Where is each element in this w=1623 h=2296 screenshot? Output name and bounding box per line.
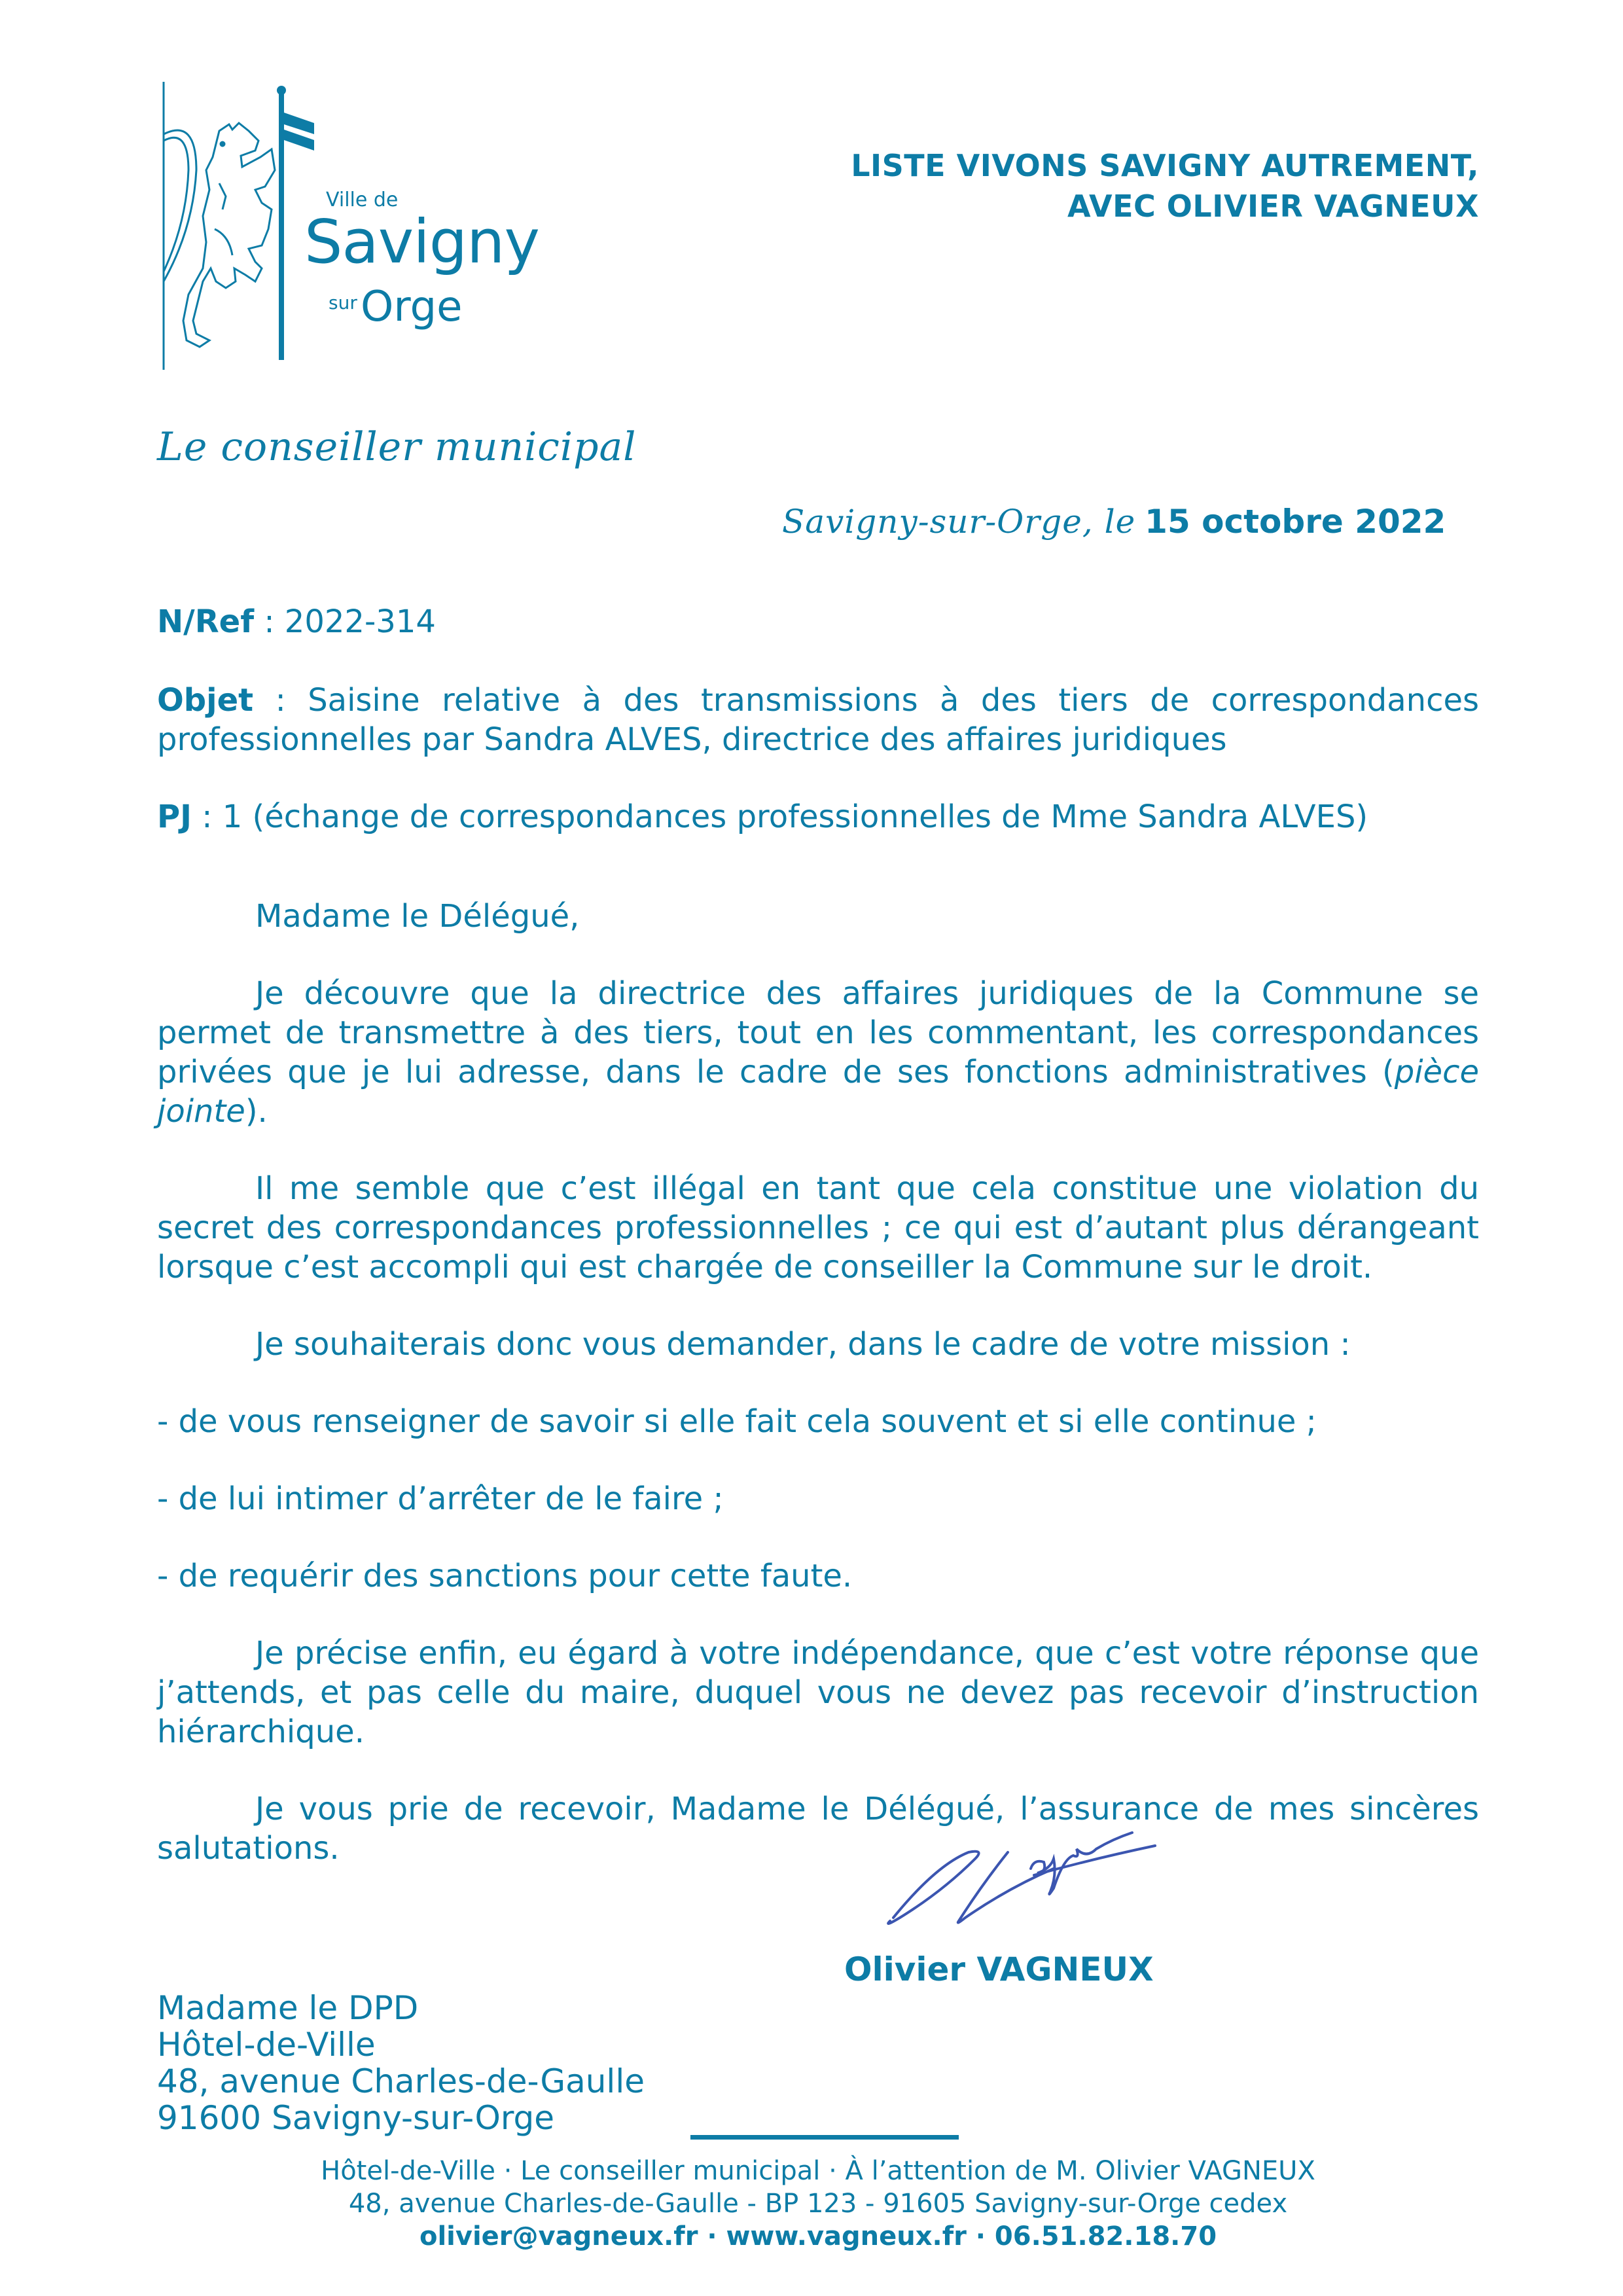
attachment-line [157,797,1479,836]
reference-value: 2022-314 [284,603,436,640]
footer-line-2: 48, avenue Charles-de-Gaulle - BP 123 - 91605 Savigny-sur-Orge cedex [348,2189,1288,2219]
paragraph-1 [157,974,1479,1131]
recipient-line: Madame le DPD [157,1989,419,2027]
letter-date: 15 octobre 2022 [1145,503,1446,541]
subject-value: Saisine relative à des transmissions à des tiers de correspondances professionnelles par Sandra ALVES, directrice des affaires juridiques [157,682,1480,758]
attachment-sep: : [192,798,223,835]
signature-strokes [838,1813,1165,1944]
paragraph-2: Il me semble que c’est illégal en tant que cela constitue une violation du secret des correspondances professionnelles ; ce qui est d’autant plus dérangeant lorsque c’est accompli qui est chargée de conseiller la Commune sur le droit. [157,1170,1479,1285]
footer-separator: · [698,2221,726,2251]
request-item: - de requérir des sanctions pour cette faute. [157,1558,853,1594]
footer-website-link[interactable]: www.vagneux.fr [726,2221,967,2251]
logo-orge: Orge [360,283,463,331]
paragraph-3: Je souhaiterais donc vous demander, dans le cadre de votre mission : [255,1326,1351,1363]
subject-sep: : [253,682,308,719]
footer-line-1: Hôtel-de-Ville · Le conseiller municipal · À l’attention de M. Olivier VAGNEUX [321,2156,1315,2186]
request-item: - de lui intimer d’arrêter de le faire ; [157,1480,724,1517]
logo-ville-de: Ville de [326,188,399,211]
footer-separator: · [966,2221,995,2251]
recipient-address [157,1990,645,2136]
letter-body [157,897,1479,1868]
reference-line [157,602,1479,641]
footer-phone: 06.51.82.18.70 [994,2221,1217,2251]
recipient-line: 91600 Savigny-sur-Orge [157,2099,555,2137]
list-header [720,145,1479,226]
recipient-line: Hôtel-de-Ville [157,2026,376,2064]
handwritten-signature-icon [838,1813,1165,1944]
logo-savigny: Savigny [304,207,539,277]
salutation: Madame le Délégué, [255,898,580,935]
subject-line [157,681,1479,759]
attachment-label: PJ [157,798,192,835]
logo-sur: sur [329,292,357,314]
paragraph-4: Je précise enfin, eu égard à votre indépendance, que c’est votre réponse que j’attends, et pas celle du maire, duquel vous ne devez pas recevoir d’instruction hiérarchique. [157,1635,1479,1750]
footer-contact [157,2220,1479,2253]
reference-label: N/Ref [157,603,255,640]
footer [157,2155,1479,2253]
date-line [782,503,1446,541]
sender-role: Le conseiller municipal [157,424,637,470]
footer-divider [690,2135,959,2140]
header-line-1: LISTE VIVONS SAVIGNY AUTREMENT, [851,148,1479,183]
date-place: Savigny-sur-Orge, le [782,503,1136,541]
paragraph-1-text: Je découvre que la directrice des affaires juridiques de la Commune se permet de transmettre à des tiers, tout en les commentant, les correspondances privées que je lui adresse, dans le cadre de ses fonctions administratives ( [157,975,1479,1090]
closing: Je vous prie de recevoir, Madame le Délégué, l’assurance de mes sincères salutations. [157,1791,1479,1867]
signer-name: Olivier VAGNEUX [844,1950,1154,1988]
paragraph-1-end: ). [245,1093,268,1130]
subject-label: Objet [157,682,254,719]
logo-sur-orge [329,283,463,331]
paragraph-1-italic: pièce jointe [157,1054,1479,1130]
city-logo [157,72,539,380]
footer-email-link[interactable]: olivier@vagneux.fr [419,2221,698,2251]
request-item: - de vous renseigner de savoir si elle fait cela souvent et si elle continue ; [157,1403,1317,1440]
reference-sep: : [254,603,285,640]
header-line-2: AVEC OLIVIER VAGNEUX [1067,188,1479,224]
recipient-line: 48, avenue Charles-de-Gaulle [157,2062,645,2100]
attachment-value: 1 (échange de correspondances professionnelles de Mme Sandra ALVES) [222,798,1368,835]
